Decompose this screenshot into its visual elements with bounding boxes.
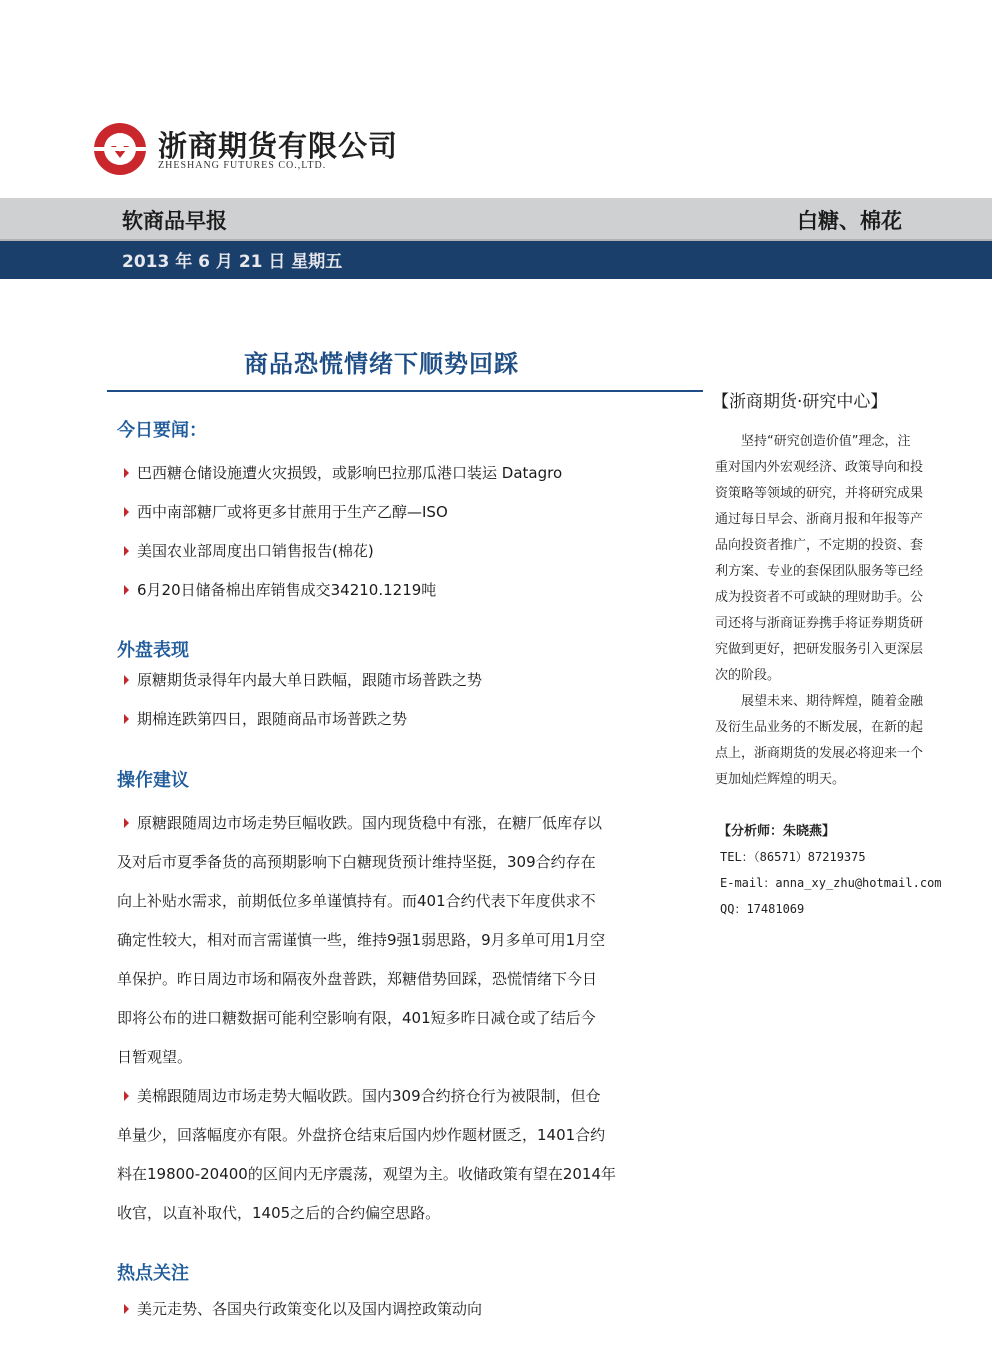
- news-item: 巴西糖仓储设施遭火灾损毁，或影响巴拉那瓜港口装运 Datagro: [124, 462, 562, 483]
- sidebar-outlook-line: 更加灿烂辉煌的明天。: [715, 772, 846, 787]
- advice-sugar-line: 及对后市夏季备货的高预期影响下白糖现货预计维持坚挺，309合约存在: [117, 853, 596, 871]
- advice-sugar-line: 确定性较大，相对而言需谨慎一些，维持9强1弱思路，9月多单可用1月空: [117, 931, 606, 949]
- bullet-arrow-icon: [124, 675, 129, 685]
- section-heading-hotspot: 热点关注: [117, 1263, 189, 1284]
- advice-sugar-line: 原糖跟随周边市场走势巨幅收跌。国内现货稳中有涨，在糖厂低库存以: [124, 812, 602, 833]
- advice-sugar-line: 即将公布的进口糖数据可能利空影响有限，401短多昨日减仓或了结后今: [117, 1009, 596, 1027]
- company-name-cn: 浙商期货有限公司: [158, 129, 399, 163]
- sidebar-intro-line: 通过每日早会、浙商月报和年报等产: [715, 512, 924, 527]
- section-heading-advice: 操作建议: [117, 770, 189, 791]
- report-date: 2013 年 6 月 21 日 星期五: [122, 252, 343, 272]
- bullet-arrow-icon: [124, 507, 129, 517]
- news-item: 西中南部糖厂或将更多甘蔗用于生产乙醇—ISO: [124, 501, 448, 522]
- bullet-arrow-icon: [124, 468, 129, 478]
- bullet-arrow-icon: [124, 585, 129, 595]
- analyst-phone: TEL：（86571）87219375: [720, 850, 866, 864]
- analyst-name: 【分析师：朱晓燕】: [718, 824, 836, 839]
- sidebar-intro-line: 资策略等领域的研究，并将研究成果: [715, 486, 924, 501]
- advice-sugar-line: 单保护。昨日周边市场和隔夜外盘普跌，郑糖借势回踩，恐慌情绪下今日: [117, 970, 598, 988]
- advice-cotton-line: 收官，以直补取代，1405之后的合约偏空思路。: [117, 1204, 441, 1222]
- sidebar-intro-line: 品向投资者推广，不定期的投资、套: [715, 538, 924, 553]
- sidebar-intro-line: 次的阶段。: [715, 668, 781, 683]
- report-products: 白糖、棉花: [797, 209, 902, 233]
- sidebar-intro-line: 坚持“研究创造价值”理念，注: [715, 434, 911, 449]
- news-item: 6月20日储备棉出库销售成交34210.1219吨: [124, 579, 436, 600]
- bullet-arrow-icon: [124, 546, 129, 556]
- sidebar-intro-line: 究做到更好，把研发服务引入更深层: [715, 642, 924, 657]
- company-logo: [93, 122, 147, 176]
- section-heading-news: 今日要闻：: [117, 420, 207, 441]
- advice-cotton-line: 料在19800-20400的区间内无序震荡，观望为主。收储政策有望在2014年: [117, 1165, 617, 1183]
- external-item: 原糖期货录得年内最大单日跌幅，跟随市场普跌之势: [124, 669, 482, 690]
- advice-sugar-line: 日暂观望。: [117, 1048, 193, 1066]
- advice-cotton-line: 单量少，回落幅度亦有限。外盘挤仓结束后国内炒作题材匮乏，1401合约: [117, 1126, 606, 1144]
- sidebar-outlook-line: 及衍生品业务的不断发展，在新的起: [715, 720, 924, 735]
- analyst-email[interactable]: E-mail：anna_xy_zhu@hotmail.com: [720, 876, 942, 890]
- bullet-arrow-icon: [124, 714, 129, 724]
- report-title: 商品恐慌情绪下顺势回踩: [244, 350, 519, 378]
- bullet-arrow-icon: [124, 1091, 129, 1101]
- advice-sugar-line: 向上补贴水需求，前期低位多单谨慎持有。而401合约代表下年度供求不: [117, 892, 596, 910]
- sidebar-intro-line: 重对国内外宏观经济、政策导向和投: [715, 460, 924, 475]
- advice-cotton-line: 美棉跟随周边市场走势大幅收跌。国内309合约挤仓行为被限制，但仓: [124, 1085, 601, 1106]
- external-item: 期棉连跌第四日，跟随商品市场普跌之势: [124, 708, 407, 729]
- company-name-en: ZHESHANG FUTURES CO.,LTD.: [158, 160, 327, 171]
- sidebar-outlook-line: 展望未来、期待辉煌，随着金融: [715, 694, 924, 709]
- sidebar-intro-line: 成为投资者不可或缺的理财助手。公: [715, 590, 924, 605]
- bullet-arrow-icon: [124, 1304, 129, 1314]
- analyst-qq: QQ：17481069: [720, 902, 805, 916]
- news-item: 美国农业部周度出口销售报告(棉花): [124, 540, 374, 561]
- hotspot-item: 美元走势、各国央行政策变化以及国内调控政策动向: [124, 1298, 482, 1319]
- sidebar-intro-line: 利方案、专业的套保团队服务等已经: [715, 564, 924, 579]
- sidebar-outlook-line: 点上，浙商期货的发展必将迎来一个: [715, 746, 924, 761]
- sidebar-intro-line: 司还将与浙商证券携手将证券期货研: [715, 616, 924, 631]
- report-type: 软商品早报: [122, 209, 227, 233]
- title-rule: [107, 390, 703, 392]
- sidebar-heading: 【浙商期货·研究中心】: [712, 392, 888, 412]
- bullet-arrow-icon: [124, 818, 129, 828]
- section-heading-external: 外盘表现: [117, 640, 189, 661]
